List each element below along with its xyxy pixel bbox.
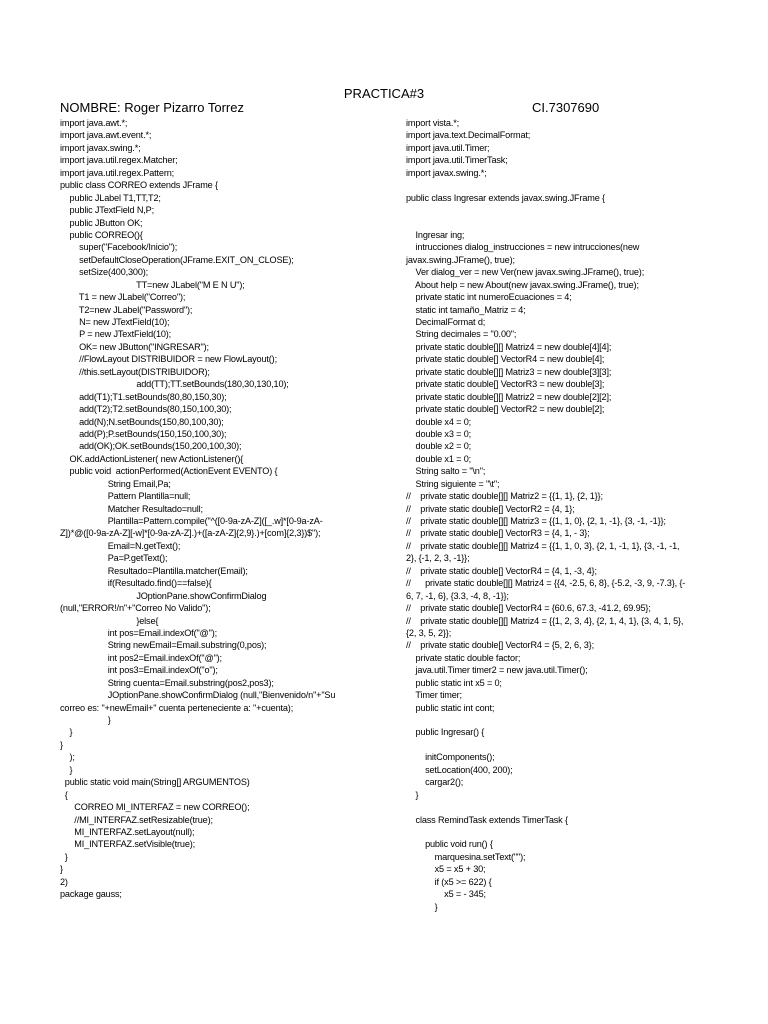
code-line: //FlowLayout DISTRIBUIDOR = new FlowLayout();: [60, 354, 277, 365]
code-line: [406, 801, 756, 813]
code-line: private static double[] VectorR4 = new double[4];: [406, 354, 605, 365]
code-line: marquesina.setText("");: [406, 851, 526, 862]
code-line: import javax.swing.*;: [60, 142, 141, 153]
code-line: package gauss;: [60, 889, 122, 900]
code-line: // private static double[][] Matriz4 = {{1, 1, 0, 3}, {2, 1, -1, 1}, {3, -1, -1,: [406, 540, 680, 551]
code-line: import java.util.TimerTask;: [406, 155, 508, 166]
code-line: DecimalFormat d;: [406, 317, 486, 327]
code-line: Resultado=Plantilla.matcher(Email);: [60, 565, 248, 576]
code-line: }: [60, 715, 111, 725]
code-line: public Ingresar() {: [406, 727, 485, 738]
code-line: OK= new JButton("INGRESAR");: [60, 341, 209, 352]
code-line: {: [60, 789, 68, 800]
code-line: add(P);P.setBounds(150,150,100,30);: [60, 428, 227, 439]
code-line: private static double[][] Matriz4 = new double[4][4];: [406, 341, 612, 352]
code-line: class RemindTask extends TimerTask {: [406, 814, 568, 825]
code-line: x5 = - 345;: [406, 889, 486, 900]
code-line: String salto = "\n";: [406, 466, 486, 477]
code-line: MI_INTERFAZ.setLayout(null);: [60, 826, 195, 837]
code-line: [406, 204, 756, 216]
code-line: // private static double[][] Matriz2 = {{1, 1}, {2, 1}};: [406, 491, 603, 502]
code-line: setDefaultCloseOperation(JFrame.EXIT_ON_CLOSE);: [60, 254, 294, 265]
code-line: 6, 7, -1, 6}, {3.3, -4, 8, -1}};: [406, 590, 509, 601]
code-line: Email=N.getText();: [60, 540, 181, 551]
code-line: [406, 217, 756, 229]
code-line: import java.awt.*;: [60, 118, 128, 128]
code-line: public static int cont;: [406, 702, 495, 713]
code-line: public static void main(String[] ARGUMENTOS): [60, 777, 250, 788]
code-line: double x4 = 0;: [406, 416, 472, 427]
code-line: add(T1);T1.setBounds(80,80,150,30);: [60, 391, 227, 402]
code-line: T2=new JLabel("Password");: [60, 304, 193, 315]
code-line: if (x5 >= 622) {: [406, 876, 492, 887]
code-line: }: [60, 764, 73, 775]
code-line: }else{: [60, 615, 159, 626]
code-line: //MI_INTERFAZ.setResizable(true);: [60, 814, 213, 825]
code-line: JOptionPane.showConfirmDialog: [60, 590, 267, 601]
code-line: JOptionPane.showConfirmDialog (null,"Bienvenido/n"+"Su: [60, 690, 336, 701]
code-line: }: [60, 727, 73, 738]
code-line: Z])*@([0-9a-zA-Z][-w]*[0-9a-zA-Z].)+([a-zA-Z]{2,9}.)+[com]{2,3})$");: [60, 528, 321, 539]
code-line: int pos2=Email.indexOf("@");: [60, 652, 222, 663]
code-line: public class Ingresar extends javax.swing.JFrame {: [406, 192, 605, 203]
code-line: [406, 714, 756, 726]
code-line: // private static double[][] Matriz4 = {{4, -2.5, 6, 8}, {-5.2, -3, 9, -7.3}, {-: [406, 578, 686, 589]
code-line: public static int x5 = 0;: [406, 677, 502, 688]
code-line: javax.swing.JFrame(), true);: [406, 254, 515, 265]
code-line: Matcher Resultado=null;: [60, 503, 203, 514]
student-name: NOMBRE: Roger Pizarro Torrez: [60, 100, 244, 115]
code-line: // private static double[] VectorR3 = {4, 1, - 3};: [406, 528, 590, 539]
code-line: [406, 739, 756, 751]
code-line: MI_INTERFAZ.setVisible(true);: [60, 839, 196, 850]
code-line: // private static double[][] Matriz4 = {{1, 2, 3, 4}, {2, 1, 4, 1}, {3, 4, 1, 5},: [406, 615, 684, 626]
code-line: {2, 3, 5, 2}};: [406, 627, 452, 638]
code-line: import java.util.regex.Pattern;: [60, 167, 175, 178]
code-line: (null,"ERROR!/n"+"Correo No Valido");: [60, 603, 211, 614]
code-line: Pattern Plantilla=null;: [60, 491, 191, 502]
code-line: add(OK);OK.setBounds(150,200,100,30);: [60, 441, 242, 452]
code-line: int pos3=Email.indexOf("o");: [60, 665, 218, 676]
code-line: private static double[] VectorR2 = new double[2];: [406, 404, 605, 415]
code-line: // private static double[][] Matriz3 = {{1, 1, 0}, {2, 1, -1}, {3, -1, -1}};: [406, 516, 666, 526]
code-line: double x2 = 0;: [406, 441, 472, 452]
code-line: public class CORREO extends JFrame {: [60, 180, 218, 191]
code-line: //this.setLayout(DISTRIBUIDOR);: [60, 366, 210, 377]
code-line: double x3 = 0;: [406, 428, 472, 439]
code-line: private static double[][] Matriz2 = new double[2][2];: [406, 391, 612, 402]
code-line: TT=new JLabel("M E N U");: [60, 279, 245, 290]
code-line: // private static double[] VectorR4 = {60.6, 67.3, -41.2, 69.95};: [406, 603, 651, 614]
code-line: About help = new About(new javax.swing.JFrame(), true);: [406, 279, 639, 290]
code-line: if(Resultado.find()==false){: [60, 578, 212, 589]
code-line: x5 = x5 + 30;: [406, 864, 486, 875]
code-line: 2}, {-1, 2, 3, -1}};: [406, 553, 470, 564]
code-line: int pos=Email.indexOf("@");: [60, 627, 218, 638]
code-line: 2): [60, 876, 68, 887]
left-code-column: [60, 117, 400, 901]
code-line: private static double[] VectorR3 = new double[3];: [406, 379, 605, 390]
code-line: CORREO MI_INTERFAZ = new CORREO();: [60, 802, 250, 813]
code-line: String newEmail=Email.substring(0,pos);: [60, 640, 267, 651]
code-line: private static double factor;: [406, 652, 521, 663]
code-line: add(TT);TT.setBounds(180,30,130,10);: [60, 379, 289, 390]
code-line: }: [406, 901, 438, 912]
code-line: String Email,Pa;: [60, 478, 171, 489]
page-title: PRACTICA#3: [343, 86, 425, 101]
code-line: import vista.*;: [406, 118, 460, 128]
code-line: Ver dialog_ver = new Ver(new javax.swing.JFrame(), true);: [406, 267, 645, 278]
code-line: [406, 179, 756, 191]
code-line: public void actionPerformed(ActionEvent EVENTO) {: [60, 466, 278, 477]
code-line: P = new JTextField(10);: [60, 329, 172, 340]
code-line: OK.addActionListener( new ActionListener(){: [60, 453, 244, 464]
code-line: public JLabel T1,TT,T2;: [60, 192, 161, 203]
code-line: );: [60, 752, 75, 763]
code-line: public CORREO(){: [60, 229, 143, 240]
code-line: super("Facebook/Inicio");: [60, 242, 178, 253]
code-line: String cuenta=Email.substring(pos2,pos3);: [60, 677, 274, 688]
student-id: CI.7307690: [532, 100, 600, 115]
code-line: private static int numeroEcuaciones = 4;: [406, 292, 572, 303]
code-line: import javax.swing.*;: [406, 167, 487, 178]
code-line: intrucciones dialog_instrucciones = new intrucciones(new: [406, 242, 640, 253]
code-line: static int tamaño_Matriz = 4;: [406, 304, 526, 315]
code-line: String decimales = "0.00";: [406, 329, 517, 340]
code-line: add(N);N.setBounds(150,80,100,30);: [60, 416, 224, 427]
code-line: }: [60, 851, 68, 862]
code-line: // private static double[] VectorR4 = {4, 1, -3, 4};: [406, 565, 597, 576]
code-line: java.util.Timer timer2 = new java.util.Timer();: [406, 665, 588, 676]
code-line: double x1 = 0;: [406, 453, 472, 464]
code-line: Pa=P.getText();: [60, 553, 168, 564]
code-line: Timer timer;: [406, 690, 462, 701]
code-line: setLocation(400, 200);: [406, 764, 513, 775]
code-line: import java.util.regex.Matcher;: [60, 155, 178, 166]
code-line: Ingresar ing;: [406, 229, 465, 240]
code-line: public JButton OK;: [60, 217, 143, 228]
code-line: // private static double[] VectorR2 = {4, 1};: [406, 503, 575, 514]
code-line: Plantilla=Pattern.compile("^([0-9a-zA-Z]([_.w]*[0-9a-zA-: [60, 516, 323, 526]
code-line: cargar2();: [406, 777, 464, 788]
code-line: import java.awt.event.*;: [60, 130, 152, 141]
right-code-column: [406, 117, 756, 913]
code-line: private static double[][] Matriz3 = new double[3][3];: [406, 366, 612, 377]
code-line: initComponents();: [406, 752, 495, 763]
code-line: correo es: "+newEmail+" cuenta perteneciente a: "+cuenta);: [60, 702, 294, 713]
code-line: }: [60, 864, 63, 875]
code-line: import java.util.Timer;: [406, 142, 490, 153]
code-line: // private static double[] VectorR4 = {5, 2, 6, 3};: [406, 640, 594, 651]
code-line: N= new JTextField(10);: [60, 317, 170, 327]
code-line: public JTextField N,P;: [60, 205, 154, 216]
code-line: add(T2);T2.setBounds(80,150,100,30);: [60, 404, 232, 415]
code-line: public void run() {: [406, 839, 493, 850]
code-line: [406, 826, 756, 838]
code-line: String siguiente = "\t";: [406, 478, 500, 489]
code-line: import java.text.DecimalFormat;: [406, 130, 531, 141]
code-line: }: [60, 739, 63, 750]
code-line: setSize(400,300);: [60, 267, 149, 278]
code-line: }: [406, 789, 419, 800]
code-line: T1 = new JLabel("Correo");: [60, 292, 186, 303]
